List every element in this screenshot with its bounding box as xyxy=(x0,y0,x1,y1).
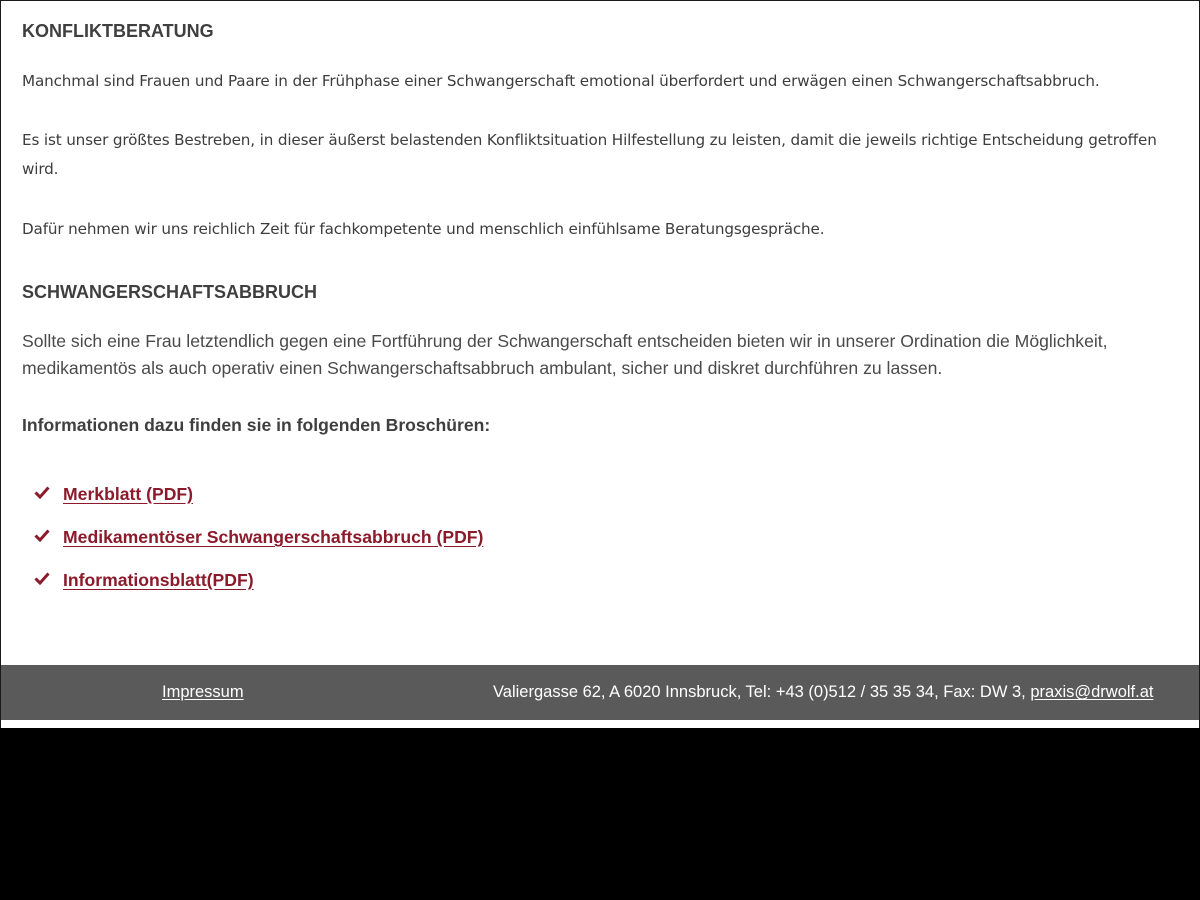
check-icon xyxy=(34,571,50,585)
heading-schwangerschaftsabbruch: SCHWANGERSCHAFTSABBRUCH xyxy=(22,282,317,302)
heading-konfliktberatung: KONFLIKTBERATUNG xyxy=(22,21,214,41)
paragraph-abbruch-1: Sollte sich eine Frau letztendlich gegen eine Fortführung der Schwangerschaft entscheiden bieten wir in unserer Ordination die Möglichkeit, medikamentös als auch operativ einen Schwangerschaftsabbruch ambulant, sicher und diskret durchführen zu lassen. xyxy=(22,331,1108,378)
paragraph-konflikt-2: Es ist unser größtes Bestreben, in dieser äußerst belastenden Konfliktsituation Hilfestellung zu leisten, damit die jeweils richtige Entscheidung getroffen wird. xyxy=(22,131,1157,178)
email-link[interactable]: praxis@drwolf.at xyxy=(1030,683,1154,701)
check-icon xyxy=(34,485,50,499)
impressum-link[interactable]: Impressum xyxy=(162,683,244,701)
link-merkblatt-pdf[interactable]: Merkblatt (PDF) xyxy=(63,484,194,504)
check-icon xyxy=(34,528,50,542)
footer-bottom-strip xyxy=(1,720,1199,728)
footer-contact xyxy=(493,682,1153,702)
paragraph-konflikt-3: Dafür nehmen wir uns reichlich Zeit für fachkompetente und menschlich einfühlsame Beratungsgespräche. xyxy=(22,220,825,238)
brochures-intro-heading: Informationen dazu finden sie in folgenden Broschüren: xyxy=(22,415,491,435)
footer-address-text: Valiergasse 62, A 6020 Innsbruck, Tel: +43 (0)512 / 35 35 34, Fax: DW 3, xyxy=(493,683,1031,701)
brochure-item-informationsblatt xyxy=(34,567,483,610)
brochure-item-merkblatt xyxy=(34,481,483,524)
brochure-list xyxy=(34,481,483,610)
brochure-item-medikamentoeser-abbruch xyxy=(34,524,483,567)
link-medikamentoeser-abbruch-pdf[interactable]: Medikamentöser Schwangerschaftsabbruch (PDF) xyxy=(63,527,484,547)
link-informationsblatt-pdf[interactable]: Informationsblatt(PDF) xyxy=(63,570,254,590)
paragraph-konflikt-1: Manchmal sind Frauen und Paare in der Frühphase einer Schwangerschaft emotional überfordert und erwägen einen Schwangerschaftsabbruch. xyxy=(22,72,1100,90)
footer xyxy=(1,665,1199,720)
